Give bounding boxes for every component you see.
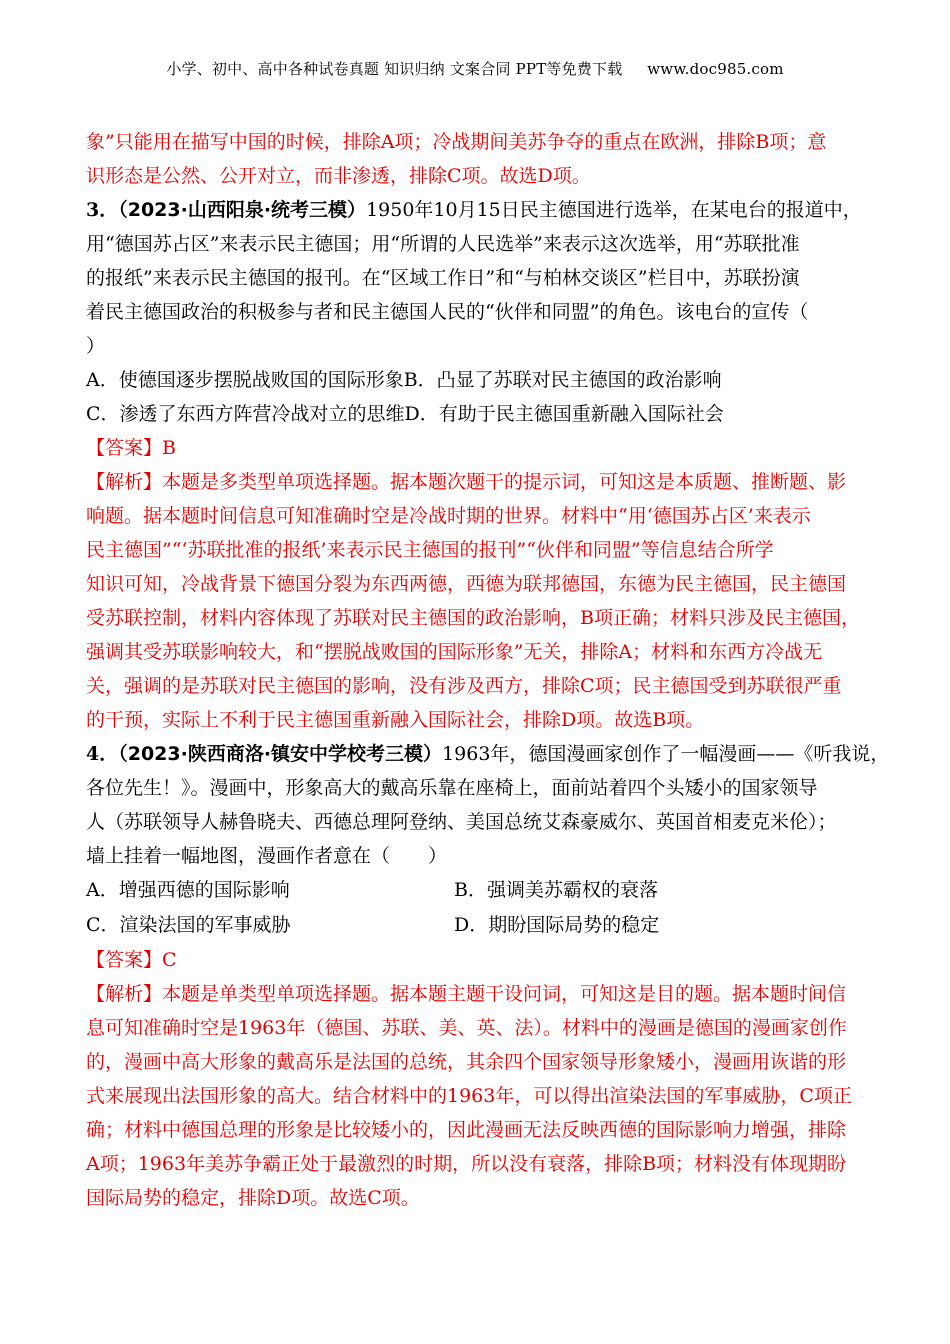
- answer-line: 【答案】C: [86, 949, 177, 971]
- analysis-line: 识形态是公然、公开对立，而非渗透，排除C项。故选D项。: [86, 165, 591, 187]
- analysis-line: 【解析】本题是单类型单项选择题。据本题主题干设问词，可知这是目的题。据本题时间信: [86, 983, 847, 1005]
- question-number: 3．: [86, 199, 119, 221]
- analysis-line: 关，强调的是苏联对民主德国的影响，没有涉及西方，排除C项；民主德国受到苏联很严重: [86, 675, 842, 697]
- question-stem-line: [86, 193, 866, 227]
- question-number: 4．: [86, 743, 119, 765]
- question-stem-line: 用“德国苏占区”来表示民主德国；用“所谓的人民选举”来表示这次选举，用“苏联批准: [86, 233, 800, 255]
- analysis-line: 的，漫画中高大形象的戴高乐是法国的总统，其余四个国家领导形象矮小，漫画用诙谐的形: [86, 1051, 847, 1073]
- question-source: （2023·陕西商洛·镇安中学校考三模）: [118, 743, 443, 765]
- analysis-line: 受苏联控制，材料内容体现了苏联对民主德国的政治影响，B项正确；材料只涉及民主德国，: [86, 607, 860, 629]
- analysis-line: 的干预，实际上不利于民主德国重新融入国际社会，排除D项。故选B项。: [86, 709, 705, 731]
- option-b: B．强调美苏霸权的衰落: [454, 879, 658, 901]
- question-stem-line: 着民主德国政治的积极参与者和民主德国人民的“伙伴和同盟”的角色。该电台的宣传（: [86, 301, 809, 323]
- option-a: A．增强西德的国际影响: [86, 879, 290, 901]
- option-row: [86, 873, 866, 908]
- question-stem-line: [86, 737, 890, 771]
- option-line: C．渗透了东西方阵营冷战对立的思维D．有助于民主德国重新融入国际社会: [86, 403, 724, 425]
- page-header: [0, 58, 950, 79]
- question-stem-line: ）: [86, 335, 106, 357]
- question-3: [86, 193, 866, 737]
- document-body: [86, 125, 890, 1215]
- analysis-line: 式来展现出法国形象的高大。结合材料中的1963年，可以得出渲染法国的军事威胁，C项正: [86, 1085, 852, 1107]
- analysis-line: 国际局势的稳定，排除D项。故选C项。: [86, 1187, 420, 1209]
- analysis-line: 确；材料中德国总理的形象是比较矮小的，因此漫画无法反映西德的国际影响力增强，排除: [86, 1119, 847, 1141]
- stem-text: 1963年，德国漫画家创作了一幅漫画——《听我说，: [442, 743, 890, 765]
- option-d: D．期盼国际局势的稳定: [454, 914, 660, 936]
- answer-line: 【答案】B: [86, 437, 176, 459]
- question-stem-line: 各位先生！》。漫画中，形象高大的戴高乐靠在座椅上，面前站着四个头矮小的国家领导: [86, 777, 818, 799]
- analysis-line: 响题。据本题时间信息可知准确时空是冷战时期的世界。材料中“用‘德国苏占区’来表示: [86, 505, 811, 527]
- analysis-line: 知识可知，冷战背景下德国分裂为东西两德，西德为联邦德国，东德为民主德国，民主德国: [86, 573, 847, 595]
- analysis-line: 民主德国”“‘苏联批准的报纸’来表示民主德国的报刊”“伙伴和同盟”等信息结合所学: [86, 539, 774, 561]
- analysis-line: 强调其受苏联影响较大，和“摆脱战败国的国际形象”无关，排除A；材料和东西方冷战无: [86, 641, 823, 663]
- option-row: [86, 908, 866, 943]
- analysis-line: 【解析】本题是多类型单项选择题。据本题次题干的提示词，可知这是本质题、推断题、影: [86, 471, 847, 493]
- prev-analysis: [86, 125, 866, 193]
- header-text: 小学、初中、高中各种试卷真题 知识归纳 文案合同 PPT等免费下载: [166, 60, 623, 78]
- analysis-line: 象”只能用在描写中国的时候，排除A项；冷战期间美苏争夺的重点在欧洲，排除B项；意: [86, 131, 827, 153]
- option-line: A．使德国逐步摆脱战败国的国际形象B．凸显了苏联对民主德国的政治影响: [86, 369, 722, 391]
- question-stem-line: 人（苏联领导人赫鲁晓夫、西德总理阿登纳、美国总统艾森豪威尔、英国首相麦克米伦）；: [86, 811, 837, 833]
- question-stem-line: 墙上挂着一幅地图，漫画作者意在（ ）: [86, 845, 448, 867]
- analysis-line: 息可知准确时空是1963年（德国、苏联、美、英、法）。材料中的漫画是德国的漫画家创作: [86, 1017, 847, 1039]
- option-c: C．渲染法国的军事威胁: [86, 914, 291, 936]
- question-4: [86, 737, 890, 1215]
- question-stem-line: 的报纸”来表示民主德国的报刊。在“区域工作日”和“与柏林交谈区”栏目中，苏联扮演: [86, 267, 800, 289]
- analysis-line: A项；1963年美苏争霸正处于最激烈的时期，所以没有衰落，排除B项；材料没有体现期盼: [86, 1153, 847, 1175]
- header-url: www.doc985.com: [647, 60, 784, 78]
- question-source: （2023·山西阳泉·统考三模）: [118, 199, 367, 221]
- stem-text: 1950年10月15日民主德国进行选举，在某电台的报道中，: [366, 199, 862, 221]
